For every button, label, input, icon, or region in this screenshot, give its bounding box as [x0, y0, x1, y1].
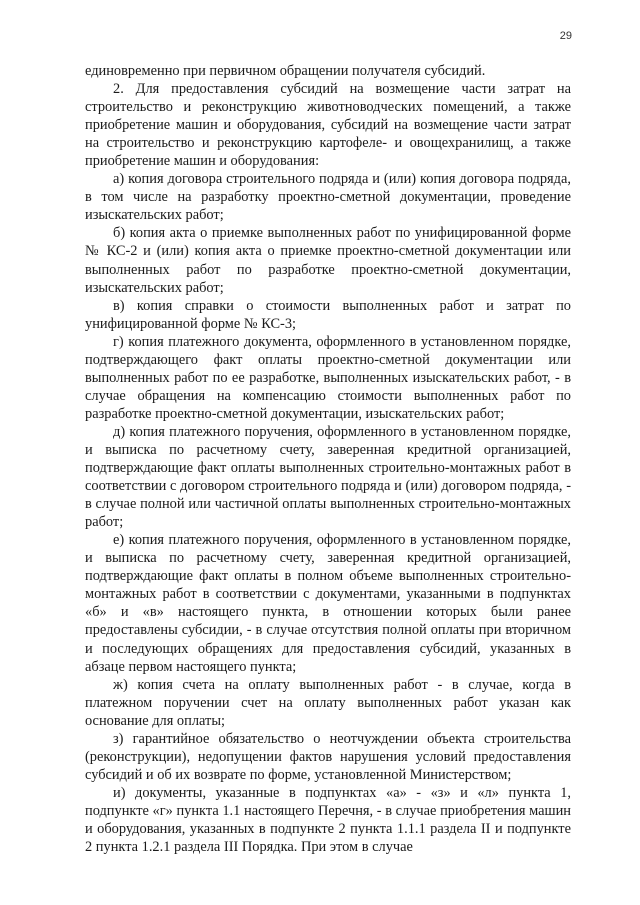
paragraph: б) копия акта о приемке выполненных работ по унифицированной форме № КС-2 и (или) копия акта о приемке проектно-сметной документации или выполненных работ по разработке проектно-сметной документации, изыскательских работ;: [85, 225, 571, 296]
paragraph: г) копия платежного документа, оформленного в установленном порядке, подтверждающего факт оплаты проектно-сметной документации или выполненных работ по ее разработке, выполненных изыскательских работ, - в случае обращения на компенсацию стоимости выполненных работ по разработке проектно-сметной документации, изыскательских работ;: [85, 333, 571, 422]
paragraph: ж) копия счета на оплату выполненных работ - в случае, когда в платежном поручении счет на оплату выполненных работ указан как основание для оплаты;: [85, 676, 571, 729]
paragraph: в) копия справки о стоимости выполненных работ и затрат по унифицированной форме № КС-3;: [85, 297, 571, 332]
document-body: [85, 62, 571, 856]
paragraph: а) копия договора строительного подряда и (или) копия договора подряда, в том числе на разработку проектно-сметной документации, проведение изыскательских работ;: [85, 171, 571, 224]
paragraph: е) копия платежного поручения, оформленного в установленном порядке, и выписка по расчетному счету, заверенная кредитной организацией, подтверждающие факт оплаты в полном объеме выполненных строительно-монтажных работ в соответствии с документами, указанными в подпунктах «б» и «в» настоящего пункта, в отношении которых были ранее предоставлены субсидии, - в случае отсутствия полной оплаты при вторичном и последующих обращениях для предоставления субсидий, указанных в абзаце первом настоящего пункта;: [85, 532, 571, 675]
paragraph: единовременно при первичном обращении получателя субсидий.: [85, 63, 486, 79]
paragraph: з) гарантийное обязательство о неотчуждении объекта строительства (реконструкции), недопущении фактов нарушения условий предоставления субсидий и об их возврате по форме, установленной Министерством;: [85, 730, 571, 783]
paragraph: и) документы, указанные в подпунктах «а» - «з» и «л» пункта 1, подпункте «г» пункта 1.1 настоящего Перечня, - в случае приобретения машин и оборудования, указанных в подпункте 2 пункта 1.1.1 раздела II и подпункте 2 пункта 1.2.1 раздела III Порядка. При этом в случае: [85, 784, 571, 856]
page-number: 29: [559, 30, 572, 42]
paragraph: д) копия платежного поручения, оформленного в установленном порядке, и выписка по расчетному счету, заверенная кредитной организацией, подтверждающие факт оплаты выполненных строительно-монтажных работ в соответствии с договором строительного подряда и (или) договором подряда, - в случае полной или частичной оплаты выполненных строительно-монтажных работ;: [85, 423, 571, 531]
paragraph: 2. Для предоставления субсидий на возмещение части затрат на строительство и реконструкцию животноводческих помещений, а также приобретение машин и оборудования, субсидий на возмещение части затрат на строительство и реконструкцию картофеле- и овощехранилищ, а также приобретение машин и оборудования:: [85, 81, 571, 170]
